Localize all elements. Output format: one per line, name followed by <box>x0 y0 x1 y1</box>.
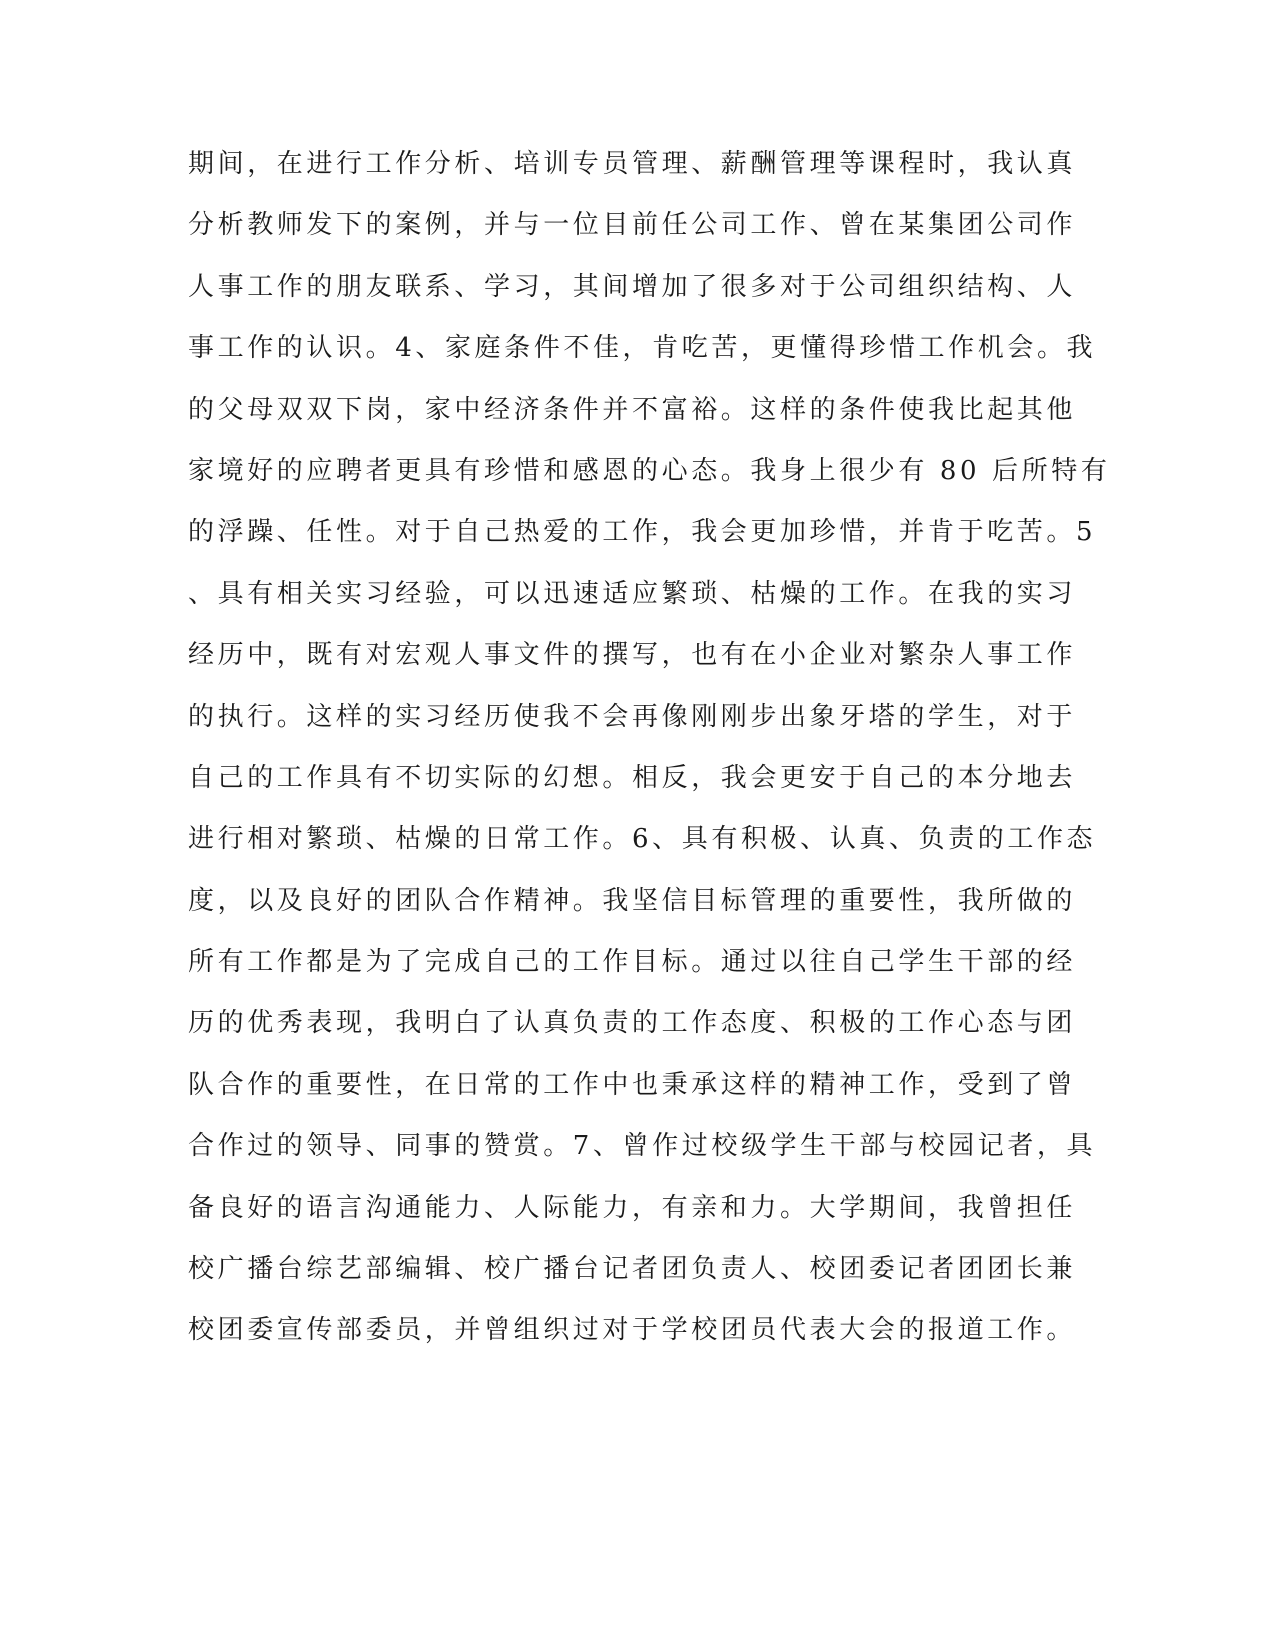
text-line: 家境好的应聘者更具有珍惜和感恩的心态。我身上很少有 80 后所特有 <box>188 455 1111 486</box>
text-line: 的父母双双下岗，家中经济条件并不富裕。这样的条件使我比起其他 <box>188 394 1077 425</box>
text-line: 备良好的语言沟通能力、人际能力，有亲和力。大学期间，我曾担任 <box>188 1192 1077 1223</box>
text-line: 分析教师发下的案例，并与一位目前任公司工作、曾在某集团公司作 <box>188 210 1077 241</box>
text-line: 进行相对繁琐、枯燥的日常工作。6、具有积极、认真、负责的工作态 <box>188 824 1097 855</box>
body-text <box>188 134 1111 1362</box>
text-line: 所有工作都是为了完成自己的工作目标。通过以往自己学生干部的经 <box>188 947 1077 978</box>
text-line: 校团委宣传部委员，并曾组织过对于学校团员代表大会的报道工作。 <box>188 1315 1077 1346</box>
text-line: 、具有相关实习经验，可以迅速适应繁琐、枯燥的工作。在我的实习 <box>188 578 1077 609</box>
text-line: 人事工作的朋友联系、学习，其间增加了很多对于公司组织结构、人 <box>188 271 1077 302</box>
text-line: 队合作的重要性，在日常的工作中也秉承这样的精神工作，受到了曾 <box>188 1069 1077 1100</box>
text-line: 合作过的领导、同事的赞赏。7、曾作过校级学生干部与校园记者，具 <box>188 1131 1097 1162</box>
text-line: 自己的工作具有不切实际的幻想。相反，我会更安于自己的本分地去 <box>188 762 1077 793</box>
text-line: 的浮躁、任性。对于自己热爱的工作，我会更加珍惜，并肯于吃苦。5 <box>188 517 1097 548</box>
text-line: 经历中，既有对宏观人事文件的撰写，也有在小企业对繁杂人事工作 <box>188 640 1077 671</box>
text-line: 期间，在进行工作分析、培训专员管理、薪酬管理等课程时，我认真 <box>188 149 1077 179</box>
text-line: 的执行。这样的实习经历使我不会再像刚刚步出象牙塔的学生，对于 <box>188 701 1077 732</box>
text-line: 历的优秀表现，我明白了认真负责的工作态度、积极的工作心态与团 <box>188 1008 1077 1039</box>
text-line: 度，以及良好的团队合作精神。我坚信目标管理的重要性，我所做的 <box>188 885 1077 916</box>
text-line: 校广播台综艺部编辑、校广播台记者团负责人、校团委记者团团长兼 <box>188 1254 1077 1285</box>
text-line: 事工作的认识。4、家庭条件不佳，肯吃苦，更懂得珍惜工作机会。我 <box>188 333 1097 364</box>
